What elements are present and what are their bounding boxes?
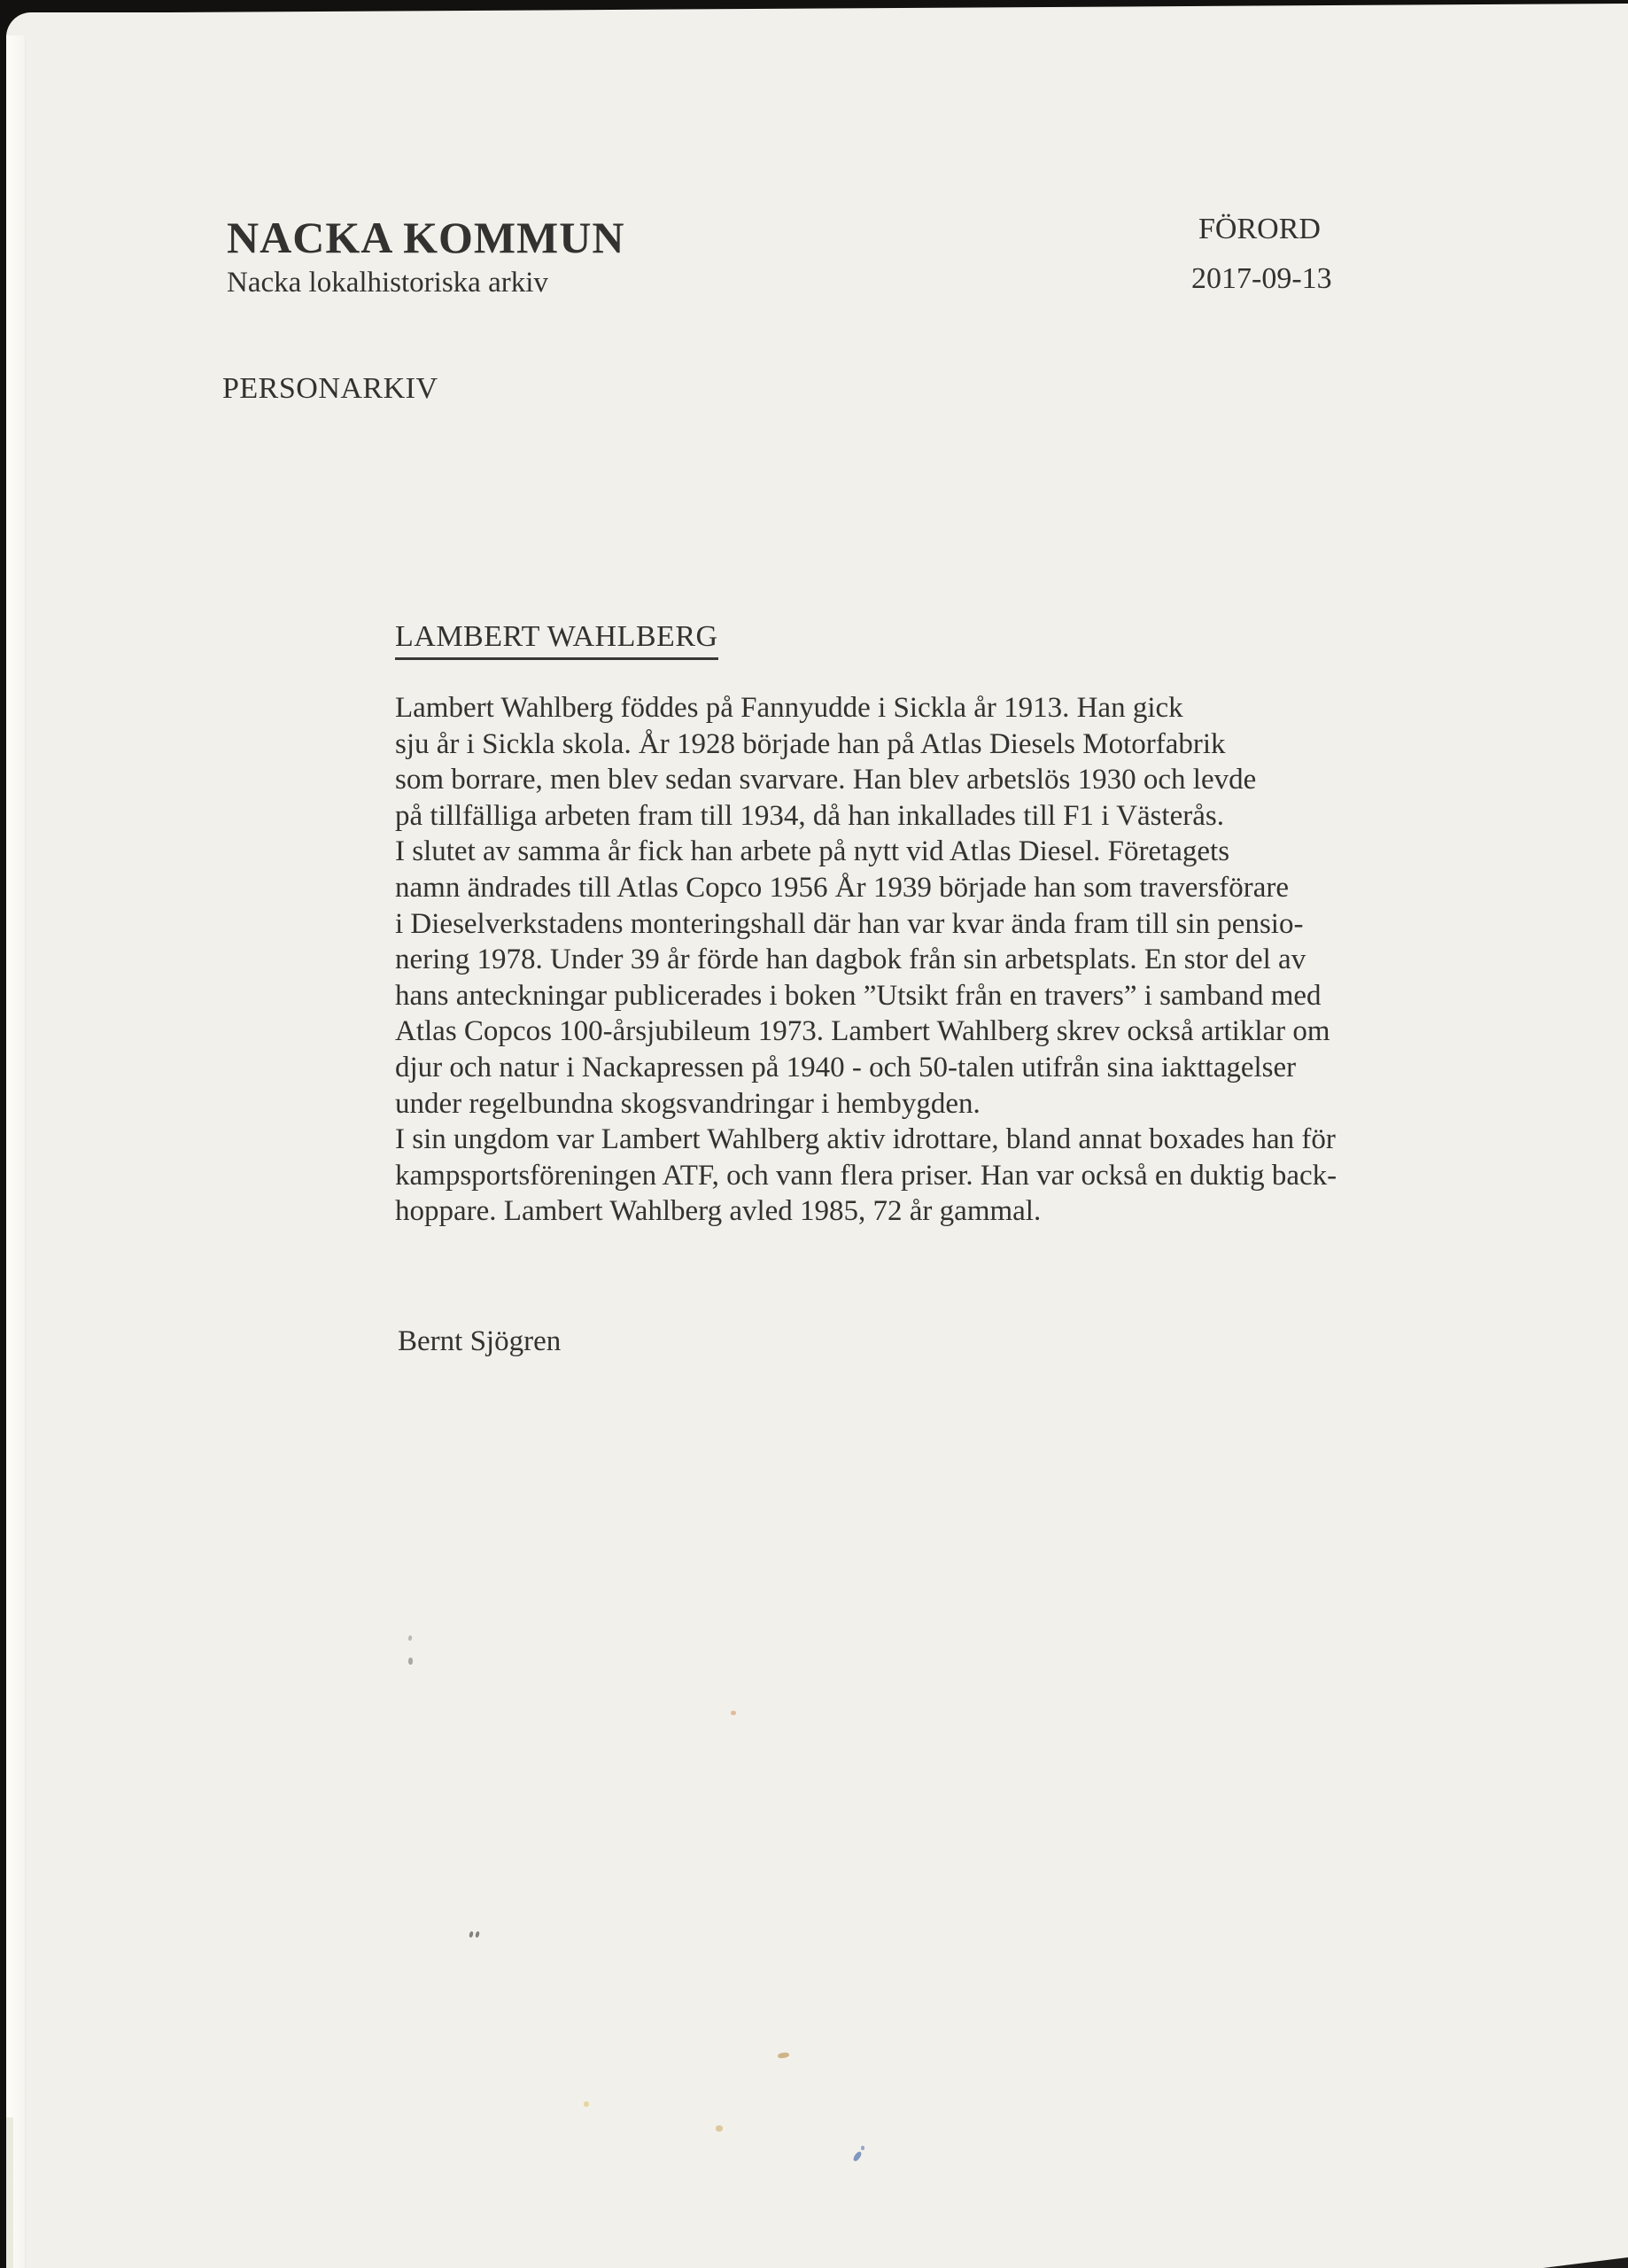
signature: Bernt Sjögren bbox=[398, 1325, 562, 1357]
body-line: hoppare. Lambert Wahlberg avled 1985, 72 år gammal. bbox=[395, 1195, 1042, 1228]
body-line: som borrare, men blev sedan svarvare. Han blev arbetslös 1930 och levde bbox=[395, 764, 1257, 796]
scan-speck bbox=[716, 2125, 723, 2132]
article-title: LAMBERT WAHLBERG bbox=[395, 620, 718, 660]
archive-type-label: PERSONARKIV bbox=[222, 372, 438, 405]
scan-speck bbox=[731, 1711, 736, 1715]
paper-left-edge bbox=[6, 35, 26, 2268]
body-line: Lambert Wahlberg föddes på Fannyudde i Sickla år 1913. Han gick bbox=[395, 692, 1183, 724]
body-line: hans anteckningar publicerades i boken ”Utsikt från en travers” i samband med bbox=[395, 979, 1322, 1012]
document-meta bbox=[1191, 205, 1332, 304]
scan-speck bbox=[584, 2101, 589, 2107]
body-line: I slutet av samma år fick han arbete på nytt vid Atlas Diesel. Företagets bbox=[395, 835, 1230, 868]
body-line: på tillfälliga arbeten fram till 1934, då han inkallades till F1 i Västerås. bbox=[395, 799, 1224, 832]
org-subtitle: Nacka lokalhistoriska arkiv bbox=[227, 267, 548, 299]
doc-type-label: FÖRORD bbox=[1198, 213, 1321, 245]
scan-speck bbox=[408, 1658, 413, 1665]
body-line: djur och natur i Nackapressen på 1940 - och 50-talen utifrån sina iakttagelser bbox=[395, 1051, 1297, 1084]
body-line: kampsportsföreningen ATF, och vann flera priser. Han var också en duktig back- bbox=[395, 1159, 1337, 1192]
body-line: Atlas Copcos 100-årsjubileum 1973. Lambert Wahlberg skrev också artiklar om bbox=[395, 1015, 1330, 1048]
paper-left-edge-fade bbox=[6, 2117, 13, 2268]
body-line: sju år i Sickla skola. År 1928 började han på Atlas Diesels Motorfabrik bbox=[395, 727, 1226, 760]
body-line: nering 1978. Under 39 år förde han dagbok från sin arbetsplats. En stor del av bbox=[395, 944, 1306, 976]
doc-date: 2017-09-13 bbox=[1191, 262, 1332, 295]
letterhead bbox=[227, 215, 624, 299]
body-line: namn ändrades till Atlas Copco 1956 År 1939 började han som traversförare bbox=[395, 871, 1289, 904]
org-name: NACKA KOMMUN bbox=[227, 213, 625, 262]
body-line: i Dieselverkstadens monteringshall där han var kvar ända fram till sin pensio- bbox=[395, 907, 1304, 940]
scan-speck bbox=[861, 2146, 864, 2150]
body-line: under regelbundna skogsvandringar i hembygden. bbox=[395, 1087, 981, 1120]
body-line: I sin ungdom var Lambert Wahlberg aktiv idrottare, bland annat boxades han för bbox=[395, 1123, 1336, 1156]
article-body bbox=[395, 690, 1511, 1230]
